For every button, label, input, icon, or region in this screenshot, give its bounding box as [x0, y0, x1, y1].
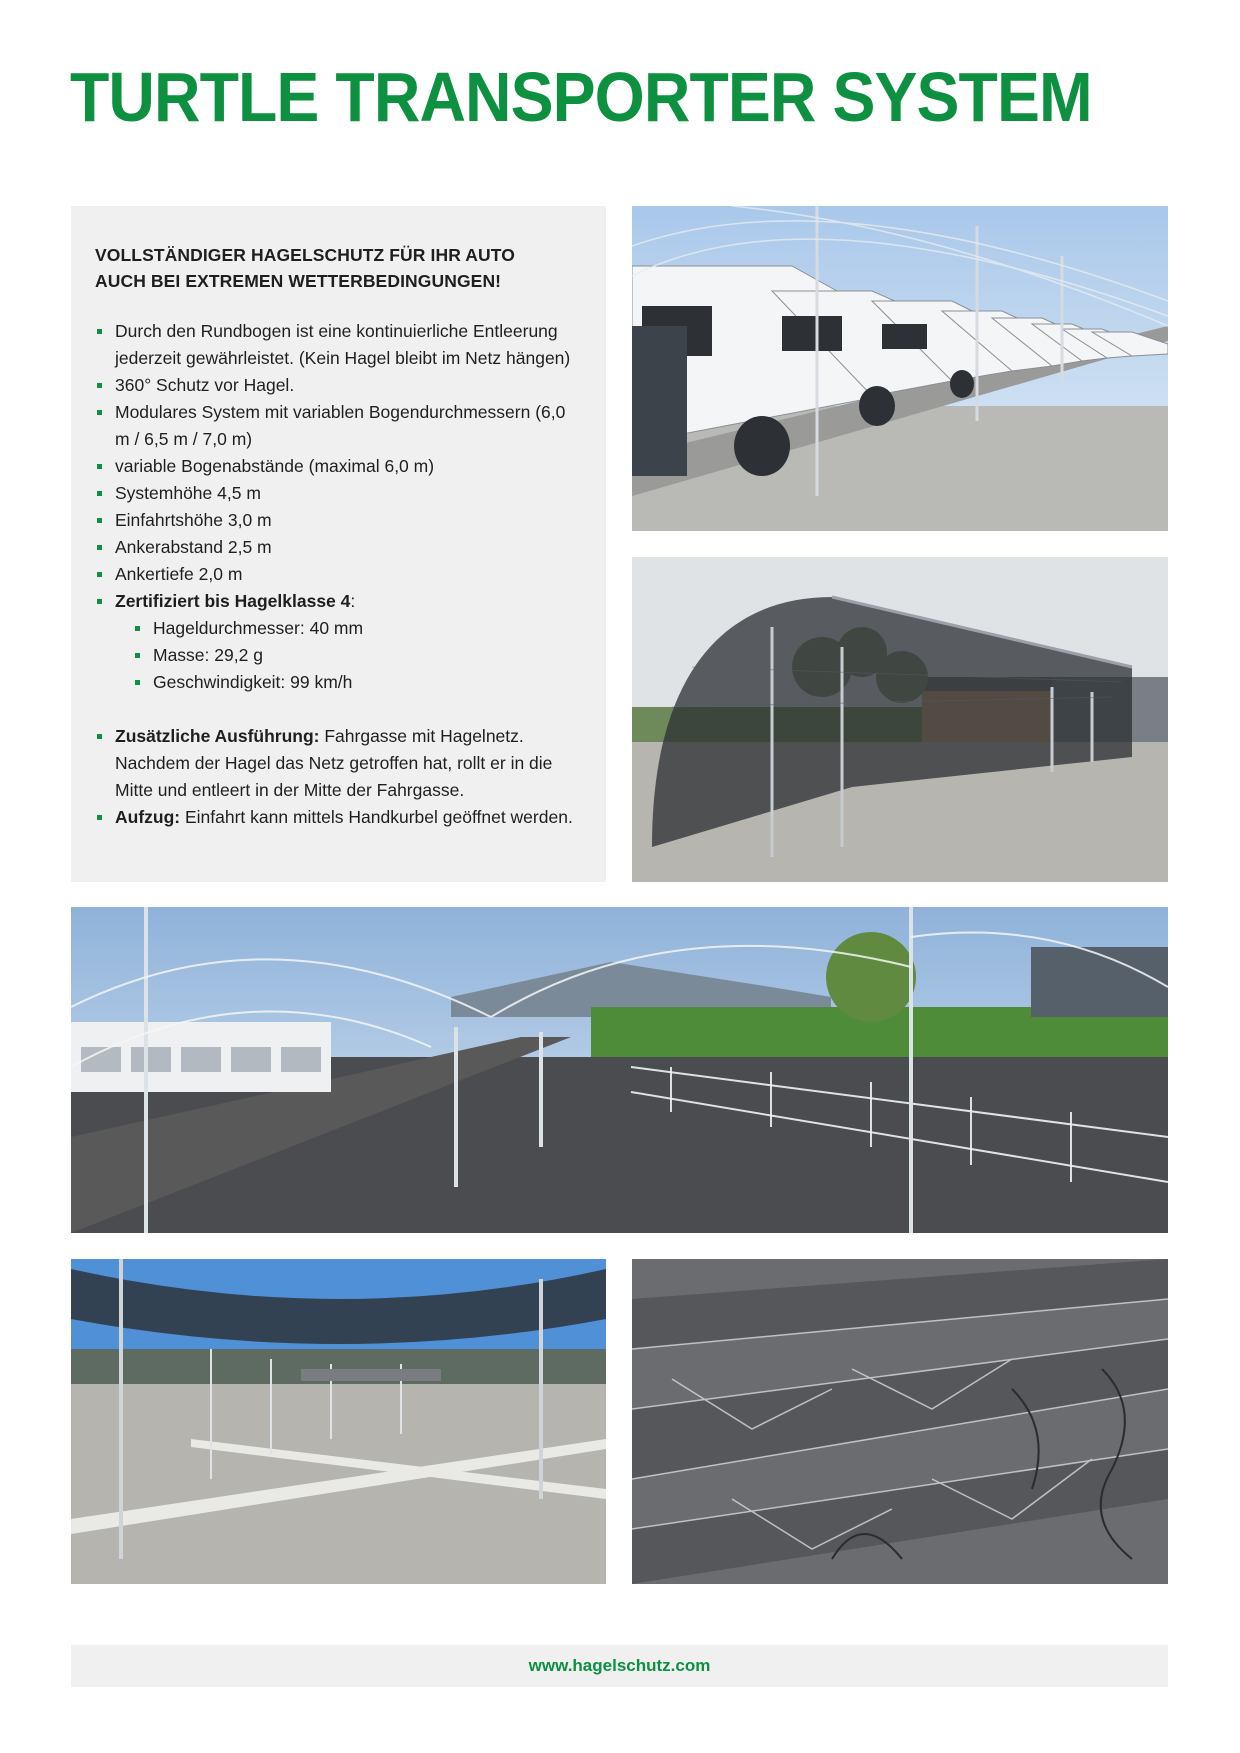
feature-item: Ankertiefe 2,0 m: [95, 561, 582, 588]
footer-url[interactable]: www.hagelschutz.com: [528, 1656, 711, 1675]
footer-bar: [71, 1645, 1168, 1687]
lift-text: Einfahrt kann mittels Handkurbel geöffnet werden.: [180, 807, 573, 827]
info-heading: [95, 242, 582, 294]
extra-label: Zusätzliche Ausführung:: [115, 726, 320, 746]
feature-item-certified: [95, 588, 582, 696]
info-panel: [71, 206, 606, 882]
feature-item: Einfahrtshöhe 3,0 m: [95, 507, 582, 534]
feature-item: variable Bogenabstände (maximal 6,0 m): [95, 453, 582, 480]
certified-sublist: [115, 615, 582, 696]
certified-item: Masse: 29,2 g: [133, 642, 582, 669]
photo-single-arch: [632, 557, 1168, 882]
photo-aerial-nets: [632, 1259, 1168, 1584]
certified-label: Zertifiziert bis Hagelklasse 4: [115, 591, 351, 611]
info-heading-line1: VOLLSTÄNDIGER HAGELSCHUTZ FÜR IHR AUTO: [95, 245, 515, 265]
feature-item-lift: [95, 804, 582, 831]
lift-label: Aufzug:: [115, 807, 181, 827]
page-title: TURTLE TRANSPORTER SYSTEM: [70, 58, 1092, 136]
feature-item: 360° Schutz vor Hagel.: [95, 372, 582, 399]
feature-item: Systemhöhe 4,5 m: [95, 480, 582, 507]
certified-colon: :: [350, 591, 356, 611]
feature-item: Durch den Rundbogen ist eine kontinuierliche Entleerung jederzeit gewährleistet. (Kein Hagel bleibt im Netz hängen): [95, 318, 582, 372]
photo-vans-under-net: [632, 206, 1168, 531]
feature-item-extra: [95, 723, 582, 804]
certified-item: Geschwindigkeit: 99 km/h: [133, 669, 582, 696]
info-heading-line2: AUCH BEI EXTREMEN WETTERBEDINGUNGEN!: [95, 271, 502, 291]
certified-item: Hageldurchmesser: 40 mm: [133, 615, 582, 642]
feature-item: Ankerabstand 2,5 m: [95, 534, 582, 561]
photo-lot-net-poles: [71, 1259, 606, 1584]
photo-parking-arches-wide: [71, 907, 1168, 1233]
extra-text: Fahrgasse mit Hagelnetz. Nachdem der Hagel das Netz getroffen hat, rollt er in die Mitte und entleert in der Mitte der Fahrgasse.: [115, 726, 553, 800]
feature-item: Modulares System mit variablen Bogendurchmessern (6,0 m / 6,5 m / 7,0 m): [95, 399, 582, 453]
feature-list: [95, 318, 582, 831]
